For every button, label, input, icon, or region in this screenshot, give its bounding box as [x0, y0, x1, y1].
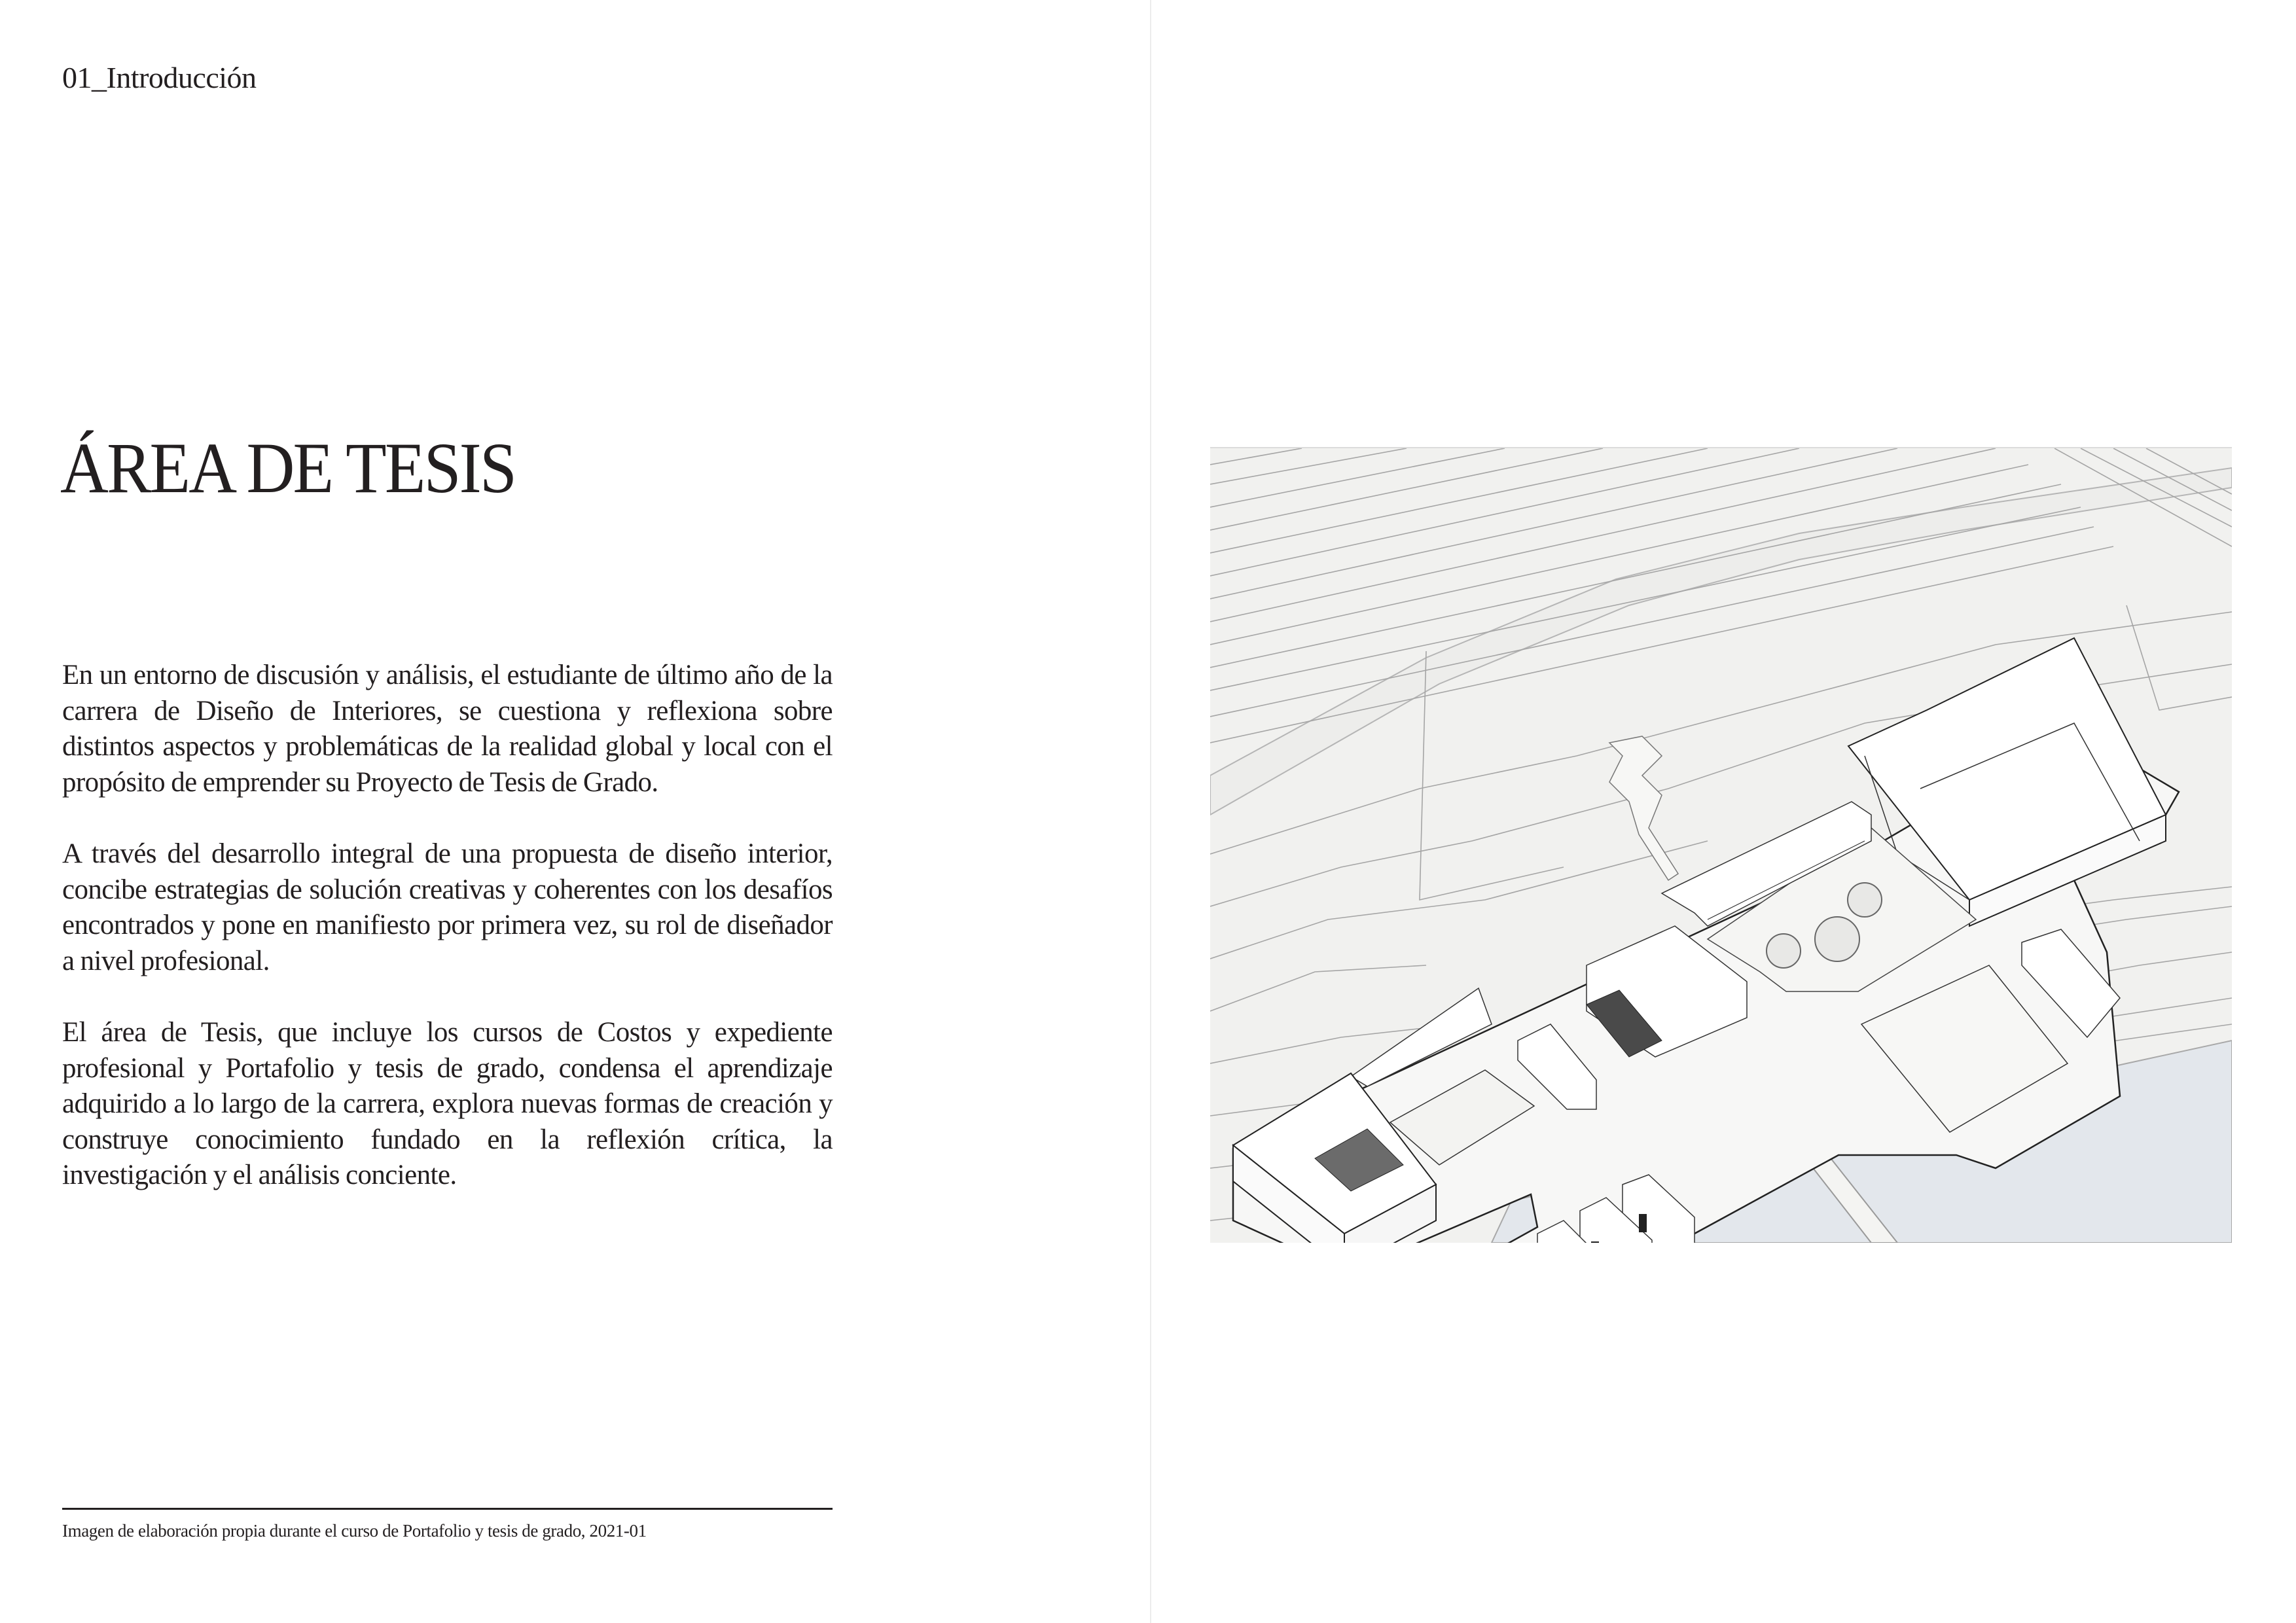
- figure-caption: Imagen de elaboración propia durante el curso de Portafolio y tesis de grado, 2021-01: [62, 1521, 647, 1541]
- paragraph-2: A través del desarrollo integral de una propuesta de diseño interior, concibe estrategias de solución creativas y coherentes con los desafíos encontrados y pone en manifiesto por primera vez, su rol de diseñador a nivel profesional.: [62, 838, 833, 976]
- body-text: [62, 658, 833, 1230]
- section-label: 01_Introducción: [62, 61, 257, 94]
- winding-stair: [1609, 736, 1678, 880]
- fountain-1: [1848, 883, 1882, 917]
- fountain-3: [1767, 934, 1801, 968]
- page-title: ÁREA DE TESIS: [60, 428, 516, 508]
- site-drawing: [1210, 448, 2232, 1243]
- paragraph-1: En un entorno de discusión y análisis, el estudiante de último año de la carrera de Diseño de Interiores, se cuestiona y reflexiona sobre distintos aspectos y problemáticas de la realidad global y local con el propósito de emprender su Proyecto de Tesis de Grado.: [62, 660, 833, 798]
- axonometric-illustration: [1210, 447, 2232, 1243]
- fountain-2: [1815, 917, 1859, 961]
- paragraph-3: El área de Tesis, que incluye los cursos de Costos y expediente profesional y Portafolio y tesis de grado, condensa el aprendizaje adquirido a lo largo de la carrera, explora nuevas formas de creación y construye conocimiento fundado en la reflexión crítica, la investigación y el análisis conciente.: [62, 1017, 833, 1190]
- caption-divider: [62, 1508, 833, 1510]
